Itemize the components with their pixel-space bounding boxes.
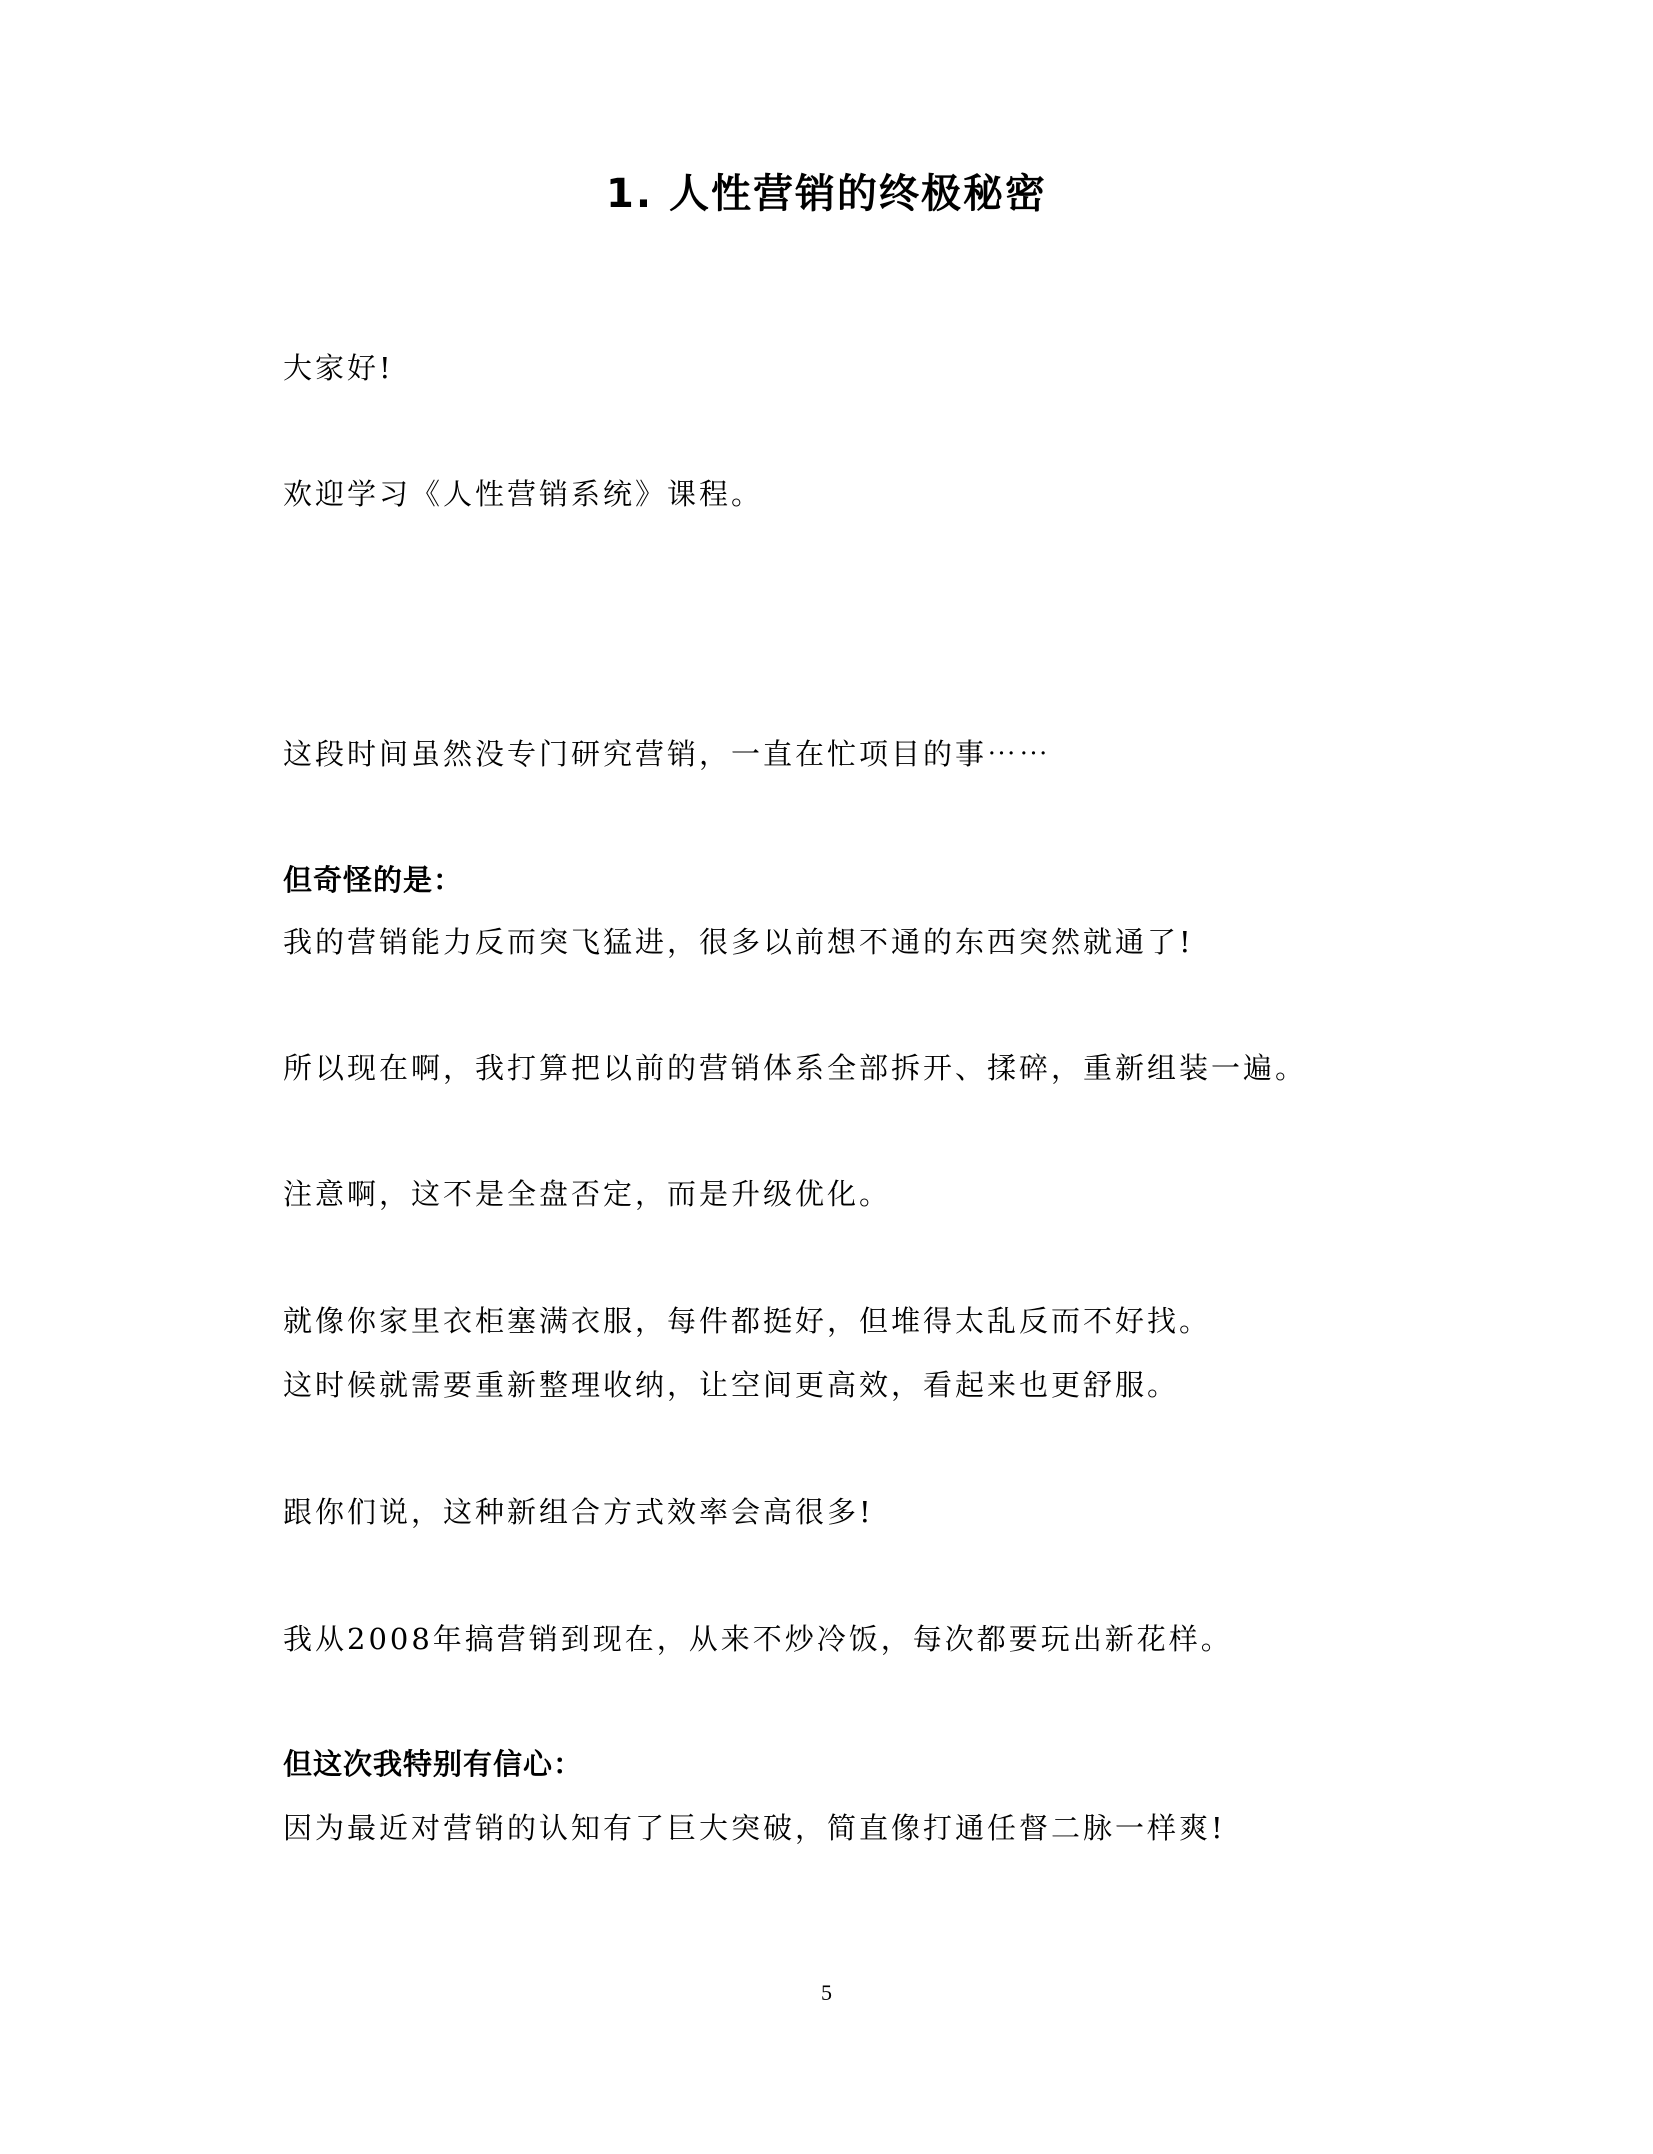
paragraph-wardrobe: 就像你家里衣柜塞满衣服，每件都挺好，但堆得太乱反而不好找。 [283,1304,1212,1338]
paragraph-organize: 这时候就需要重新整理收纳，让空间更高效，看起来也更舒服。 [283,1368,1180,1402]
paragraph-busy: 这段时间虽然没专门研究营销，一直在忙项目的事⋯⋯ [283,737,1052,771]
page-number: 5 [821,1980,832,2005]
paragraph-strange-heading: 但奇怪的是： [283,863,464,897]
paragraph-ability: 我的营销能力反而突飞猛进，很多以前想不通的东西突然就通了! [283,925,1194,959]
paragraph-efficiency: 跟你们说，这种新组合方式效率会高很多! [283,1495,874,1529]
paragraph-upgrade: 注意啊，这不是全盘否定，而是升级优化。 [283,1177,892,1211]
paragraph-welcome: 欢迎学习《人性营销系统》课程。 [283,477,764,511]
paragraph-confidence-heading: 但这次我特别有信心： [283,1747,584,1781]
paragraph-since-2008: 我从2008年搞营销到现在，从来不炒冷饭，每次都要玩出新花样。 [283,1622,1233,1656]
paragraph-breakthrough: 因为最近对营销的认知有了巨大突破，简直像打通任督二脉一样爽! [283,1811,1226,1845]
paragraph-greeting: 大家好! [283,351,394,385]
paragraph-reassemble: 所以现在啊，我打算把以前的营销体系全部拆开、揉碎，重新组装一遍。 [283,1051,1308,1085]
page-title: 1. 人性营销的终极秘密 [606,171,1047,217]
